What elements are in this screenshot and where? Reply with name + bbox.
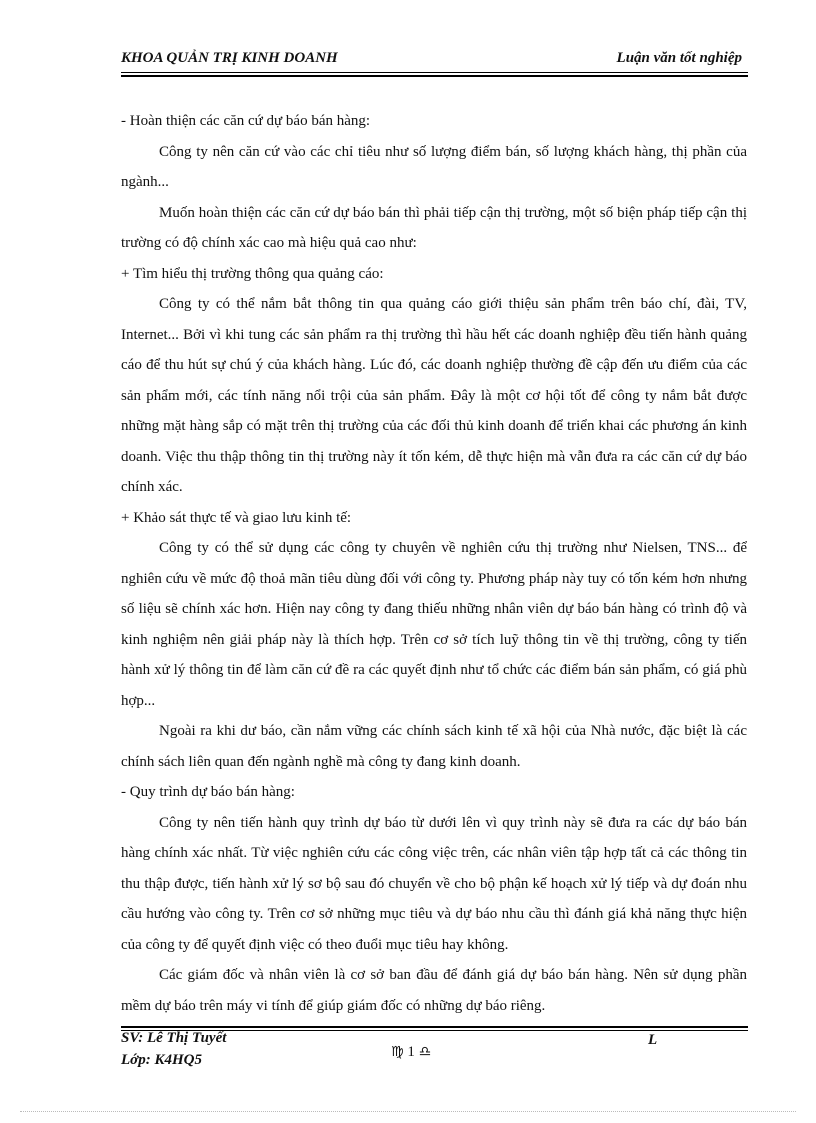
header-rule [121, 75, 748, 77]
page-header [121, 48, 748, 73]
paragraph: Ngoài ra khi dư báo, cần nắm vững các chính sách kinh tế xã hội của Nhà nước, đặc biệt là các chính sách liên quan đến ngành nghề mà công ty đang kinh doanh. [121, 723, 747, 770]
footer-student: SV: Lê Thị Tuyết [121, 1030, 227, 1046]
header-thesis-label: Luận văn tốt nghiệp [616, 50, 742, 66]
paragraph: Các giám đốc và nhân viên là cơ sở ban đầu để đánh giá dự báo bán hàng. Nên sử dụng phần mềm dự báo trên máy vi tính để giúp giám đốc có những dự báo riêng. [121, 967, 747, 1014]
libra-icon: ♎ [418, 1044, 432, 1060]
virgo-icon: ♍ [391, 1044, 404, 1060]
page-bottom-dotted-line [20, 1111, 796, 1112]
paragraph: - Hoàn thiện các căn cứ dự báo bán hàng: [121, 113, 371, 129]
paragraph: Công ty nên căn cứ vào các chỉ tiêu như số lượng điểm bán, số lượng khách hàng, thị phần của ngành... [121, 143, 747, 190]
paragraph: + Tìm hiểu thị trường thông qua quảng cáo: [121, 265, 384, 282]
header-faculty: KHOA QUẢN TRỊ KINH DOANH [121, 50, 338, 66]
paragraph: + Khảo sát thực tế và giao lưu kinh tế: [121, 509, 352, 526]
page-number [391, 1044, 431, 1061]
footer-letter: L [648, 1032, 658, 1048]
footer-rule [121, 1026, 748, 1028]
page-number-value: 1 [407, 1044, 415, 1060]
footer-class: Lớp: K4HQ5 [121, 1052, 202, 1068]
page-footer [121, 1030, 748, 1080]
paragraph: - Quy trình dự báo bán hàng: [121, 784, 295, 800]
paragraph: Công ty có thể sử dụng các công ty chuyên về nghiên cứu thị trường như Nielsen, TNS... để nghiên cứu về mức độ thoả mãn tiêu dùng đối với công ty. Phương pháp này tuy có tốn kém hơn nhưng số liệu sẽ chính xác hơn. Hiện nay công ty đang thiếu những nhân viên dự báo bán hàng có trình độ và kinh nghiệm nên giải pháp này là thích hợp. Trên cơ sở tích luỹ thông tin về thị trường, công ty tiến hành xử lý thông tin để làm căn cứ đề ra các quyết định như tổ chức các điểm bán sản phẩm, có giá phù hợp... [121, 540, 747, 709]
document-body [121, 106, 747, 1021]
paragraph: Công ty có thể nắm bắt thông tin qua quảng cáo giới thiệu sản phẩm trên báo chí, đài, TV, Internet... Bởi vì khi tung các sản phẩm ra thị trường thì hầu hết các doanh nghiệp đều tiến hành quảng cáo để thu hút sự chú ý của khách hàng. Lúc đó, các doanh nghiệp thường đề cập đến ưu điểm của các sản phẩm mới, các tính năng nổi trội của sản phẩm. Đây là một cơ hội tốt để công ty nắm bắt được những mặt hàng sắp có mặt trên thị trường của các đối thủ kinh doanh để triển khai các phương án kinh doanh. Việc thu thập thông tin thị trường này ít tốn kém, dễ thực hiện mà vẫn đưa ra các căn cứ dự báo chính xác. [121, 296, 747, 495]
paragraph: Công ty nên tiến hành quy trình dự báo từ dưới lên vì quy trình này sẽ đưa ra các dự báo bán hàng chính xác nhất. Từ việc nghiên cứu các công việc trên, các nhân viên tập hợp tất cả các thông tin thu thập được, tiến hành xử lý sơ bộ sau đó chuyển về cho bộ phận kế hoạch xử lý tiếp và dự đoán nhu cầu hướng vào công ty. Trên cơ sở những mục tiêu và dự báo nhu cầu thì đánh giá khả năng thực hiện của công ty để quyết định việc có theo đuổi mục tiêu hay không. [121, 814, 747, 953]
paragraph: Muốn hoàn thiện các căn cứ dự báo bán thì phải tiếp cận thị trường, một số biện pháp tiếp cận thị trường có độ chính xác cao mà hiệu quả cao như: [121, 204, 747, 251]
